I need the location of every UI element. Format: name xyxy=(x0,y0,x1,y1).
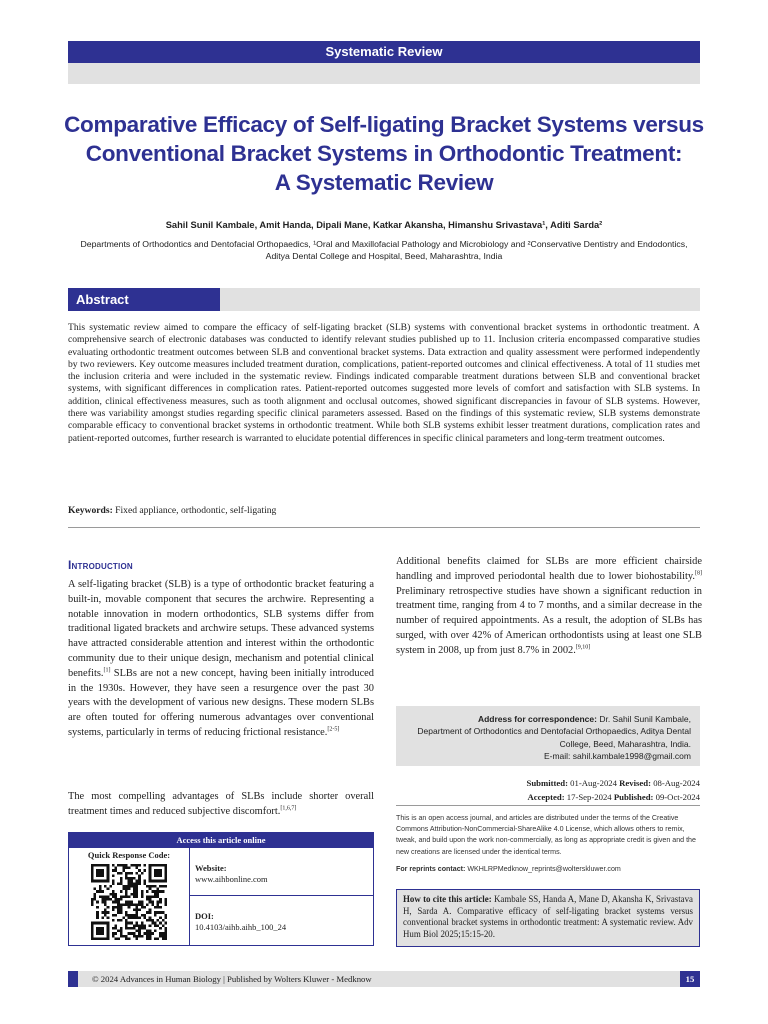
citation-text: Kambale SS, Handa A, Mane D, Akansha K, Srivastava H, Sarda A. Comparative efficacy of self-ligating bracket systems versus conventional bracket systems in orthodontic treatment: A systematic review. Adv Hum Biol 2025;15:15-20. xyxy=(403,894,693,939)
keywords xyxy=(68,505,700,516)
accepted-date: 17-Sep-2024 xyxy=(564,792,614,802)
page-number: 15 xyxy=(680,971,700,987)
published-date: 09-Oct-2024 xyxy=(653,792,700,802)
access-box-title: Access this article online xyxy=(69,833,373,848)
reprints-label: For reprints contact: xyxy=(396,865,466,873)
intro-p3-text: Additional benefits claimed for SLBs are more efficient chairside handling and improved periodontal health due to lower biohostability. xyxy=(396,556,702,582)
reprints-email[interactable]: WKHLRPMedknow_reprints@wolterskluwer.com xyxy=(465,865,621,873)
intro-p1-text: A self-ligating bracket (SLB) is a type of orthodontic bracket featuring a built-in, movable component that secures the archwire. Representing a notable innovation in modern orthodontics, SLB systems differ from traditional ligated brackets and archwire setups. These advanced systems have attracted considerable attention and interest within the orthodontic community due to their unique design, mechanism and potential clinical benefits. xyxy=(68,579,374,679)
website-label: Website: xyxy=(195,863,227,873)
doi-link[interactable]: 10.4103/aihb.aihb_100_24 xyxy=(195,922,287,932)
revised-date: 08-Aug-2024 xyxy=(651,778,700,788)
correspondence-email[interactable]: E-mail: sahil.kambale1998@gmail.com xyxy=(543,750,691,761)
citation-label: How to cite this article: xyxy=(403,894,492,904)
introduction-heading: Introduction xyxy=(68,558,133,572)
correspondence-label: Address for correspondence: xyxy=(477,714,597,724)
citation-ref[interactable]: [2-5] xyxy=(327,726,340,733)
intro-paragraph-1 xyxy=(68,578,374,741)
divider xyxy=(396,805,700,806)
intro-paragraph-3 xyxy=(396,555,702,659)
section-label-band: Systematic Review xyxy=(68,41,700,63)
keywords-text: Fixed appliance, orthodontic, self-ligating xyxy=(115,505,277,516)
abstract-heading: Abstract xyxy=(68,288,220,311)
abstract-text: This systematic review aimed to compare the efficacy of self-ligating bracket (SLB) systems with conventional bracket systems in orthodontic treatment. A comprehensive search of electronic databases was conducted to identify relevant studies published up to 11. Inclusion criteria encompassed comparative studies evaluating orthodontic treatment outcomes between SLB and conventional bracket systems. Data extraction and quality assessment were performed independently by two reviewers. Key outcome measures included treatment duration, complications, patient-reported outcomes and clinical effectiveness. A total of 11 studies met the inclusion criteria and were included in the systematic review. Findings indicated comparable treatment durations between SLB and conventional bracket systems, with significant differences in complication rates. Patient-reported outcomes suggested more levels of comfort and satisfaction with SLB systems. In addition, clinical effectiveness measures, such as tooth alignment and occlusal outcomes, showed significant discrepancies in favour of SLB systems. However, there was variability amongst studies regarding specific clinical parameters assessed. Based on the findings of this systematic review, SLB systems demonstrate comparable efficacy to conventional bracket systems in orthodontic treatment. While both SLB systems exhibit lesser treatment durations, complication rates and patient-reported outcomes, further research is warranted to elucidate potential differences in specific clinical parameters and long-term treatment outcomes. xyxy=(68,322,700,444)
title-line-2: Conventional Bracket Systems in Orthodontic Treatment: xyxy=(85,141,683,166)
affiliation: Departments of Orthodontics and Dentofacial Orthopaedics, ¹Oral and Maxillofacial Pathology and Microbiology and ²Conservative Dentistry and Endodontics, Aditya Dental College and Hospital, Beed, Maharashtra, India xyxy=(80,239,688,261)
correspondence-name: Dr. Sahil Sunil Kambale, xyxy=(596,714,691,724)
footer-text: © 2024 Advances in Human Biology | Published by Wolters Kluwer - Medknow xyxy=(92,974,372,984)
citation-box xyxy=(396,889,700,947)
citation-ref[interactable]: [1] xyxy=(103,667,111,674)
accepted-label: Accepted: xyxy=(527,792,565,802)
title-line-1: Comparative Efficacy of Self-ligating Bracket Systems versus xyxy=(64,112,704,137)
correspondence-box xyxy=(396,706,700,766)
access-article-box xyxy=(68,832,374,946)
keywords-label: Keywords: xyxy=(68,505,113,516)
divider xyxy=(68,527,700,528)
title-line-3: A Systematic Review xyxy=(274,170,494,195)
article-dates xyxy=(396,776,700,804)
doi-label: DOI: xyxy=(195,911,214,921)
divider xyxy=(189,848,190,945)
intro-p2-text: The most compelling advantages of SLBs include shorter overall treatment times and reduced subjective discomfort. xyxy=(68,791,374,817)
header-grey-band xyxy=(68,63,700,84)
website-link[interactable]: www.aihbonline.com xyxy=(195,874,268,884)
article-title xyxy=(60,110,708,197)
license-text: This is an open access journal, and articles are distributed under the terms of the Creative Commons Attribution-NonCommercial-ShareAlike 4.0 License, which allows others to remix, tweak, and build upon the work non-commercially, as long as appropriate credit is given and the new creations are licensed under the identical terms. xyxy=(396,814,696,856)
citation-ref[interactable]: [1,6,7] xyxy=(280,805,297,812)
divider xyxy=(189,895,373,896)
intro-paragraph-2 xyxy=(68,790,374,820)
qr-label: Quick Response Code: xyxy=(87,850,171,860)
citation-ref[interactable]: [8] xyxy=(695,570,702,577)
intro-p1-text-2: SLBs are not a new concept, having been initially introduced in the 1930s. However, they have seen a resurgence over the past 30 years with the development of various new designs. These modern SLBs are often touted for offering numerous advantages over conventional systems, particularly in terms of reducing frictional resistance. xyxy=(68,667,374,738)
reprints-contact xyxy=(396,865,700,873)
correspondence-address-2: College, Beed, Maharashtra, India. xyxy=(559,738,691,749)
revised-label: Revised: xyxy=(619,778,652,788)
author-list: Sahil Sunil Kambale, Amit Handa, Dipali Mane, Katkar Akansha, Himanshu Srivastava¹, Aditi Sarda² xyxy=(165,220,603,230)
qr-code-icon[interactable] xyxy=(91,864,167,940)
submitted-date: 01-Aug-2024 xyxy=(568,778,620,788)
published-label: Published: xyxy=(613,792,654,802)
abstract-heading-band xyxy=(220,288,700,311)
correspondence-text xyxy=(401,713,691,762)
intro-p3-text-2: Preliminary retrospective studies have shown a significant reduction in treatment time, ranging from 4 to 7 months, and a similar decrease in the number of required appointments. As a result, the adoption of SLBs has surged, with over 42% of American orthodontists using at least one SLB system in 2008, up from just 8.7% in 2002. xyxy=(396,585,702,656)
correspondence-address-1: Department of Orthodontics and Dentofacial Orthopaedics, Aditya Dental xyxy=(417,726,691,737)
citation-ref[interactable]: [9,10] xyxy=(575,644,591,651)
submitted-label: Submitted: xyxy=(526,778,568,788)
footer-tab xyxy=(68,971,78,987)
